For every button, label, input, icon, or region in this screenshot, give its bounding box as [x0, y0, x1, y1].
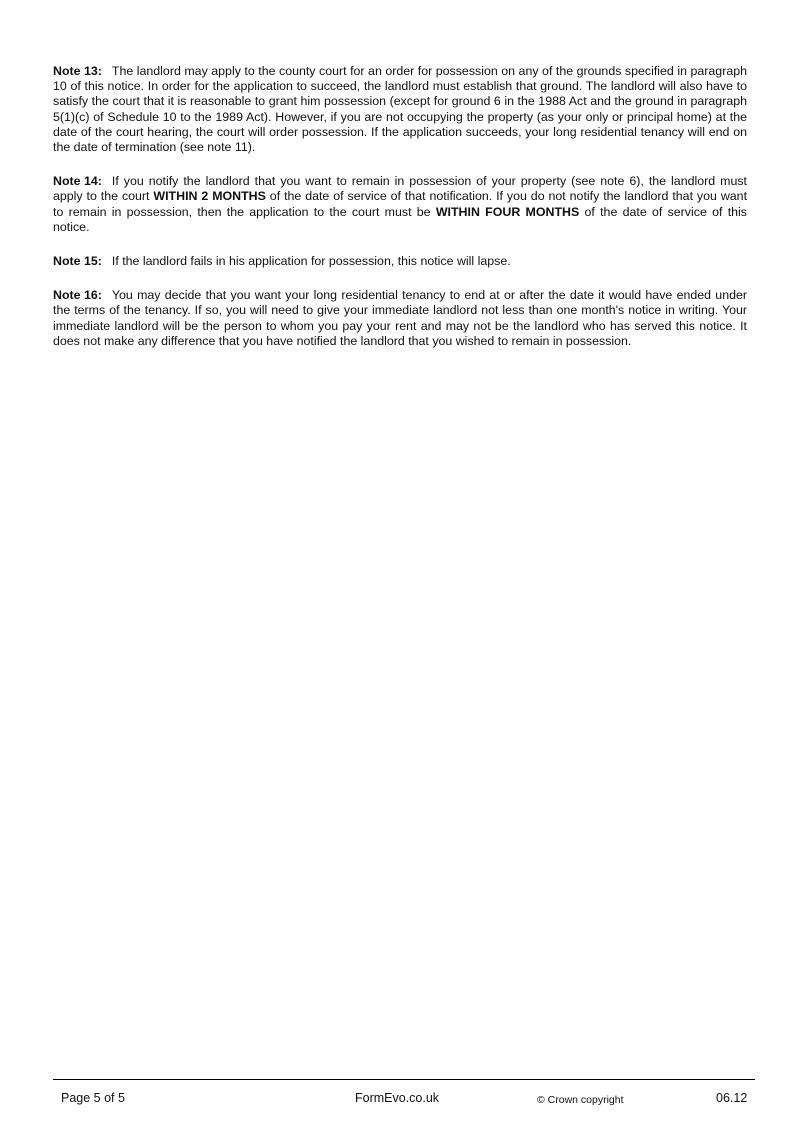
note-label: Note 16: [53, 288, 102, 303]
note-13 [53, 64, 747, 155]
note-label: Note 14: [53, 174, 102, 189]
note-text: The landlord may apply to the county court for an order for possession on any of the grounds specified in paragraph 10 of this notice. In order for the application to succeed, the landlord must establish that ground. The landlord will also have to satisfy the court that it is reasonable to grant him possession (except for ground 6 in the 1988 Act and the ground in paragraph 5(1)(c) of Schedule 10 to the 1989 Act). However, if you are not occupying the property (as your only or principal home) at the date of the court hearing, the court will order possession. If the application succeeds, your long residential tenancy will end on the date of termination (see note 11). [53, 64, 747, 155]
notes-section [53, 64, 747, 368]
deadline-emphasis: WITHIN FOUR MONTHS [435, 204, 580, 219]
note-15 [53, 254, 747, 269]
note-text: If the landlord fails in his application for possession, this notice will lapse. [111, 254, 511, 269]
footer-divider [53, 1079, 755, 1080]
site-name: FormEvo.co.uk [355, 1091, 440, 1105]
note-label: Note 13: [53, 64, 102, 78]
note-text: of the date of service of this notice. [53, 204, 747, 234]
deadline-emphasis: WITHIN 2 MONTHS [153, 189, 266, 204]
note-14 [53, 174, 747, 235]
note-label: Note 15: [53, 254, 102, 269]
note-text: If you notify the landlord that you want to remain in possession of your property (see note 6), the landlord must apply to the court [53, 174, 747, 204]
page-number: Page 5 of 5 [61, 1091, 125, 1105]
note-text: of the date of service of that notification. If you do not notify the landlord that you want to remain in possession, then the application to the court must be [53, 189, 748, 219]
note-text: You may decide that you want your long residential tenancy to end at or after the date it would have ended under the terms of the tenancy. If so, you will need to give your immediate landlord not less than one month's notice in writing. Your immediate landlord will be the person to whom you pay your rent and may not be the landlord who has served this notice. It does not make any difference that you have notified the landlord that you wished to remain in possession. [53, 288, 747, 348]
form-version-code: 06.12 [716, 1091, 748, 1105]
copyright-notice: © Crown copyright [537, 1094, 624, 1106]
note-16 [53, 288, 747, 349]
